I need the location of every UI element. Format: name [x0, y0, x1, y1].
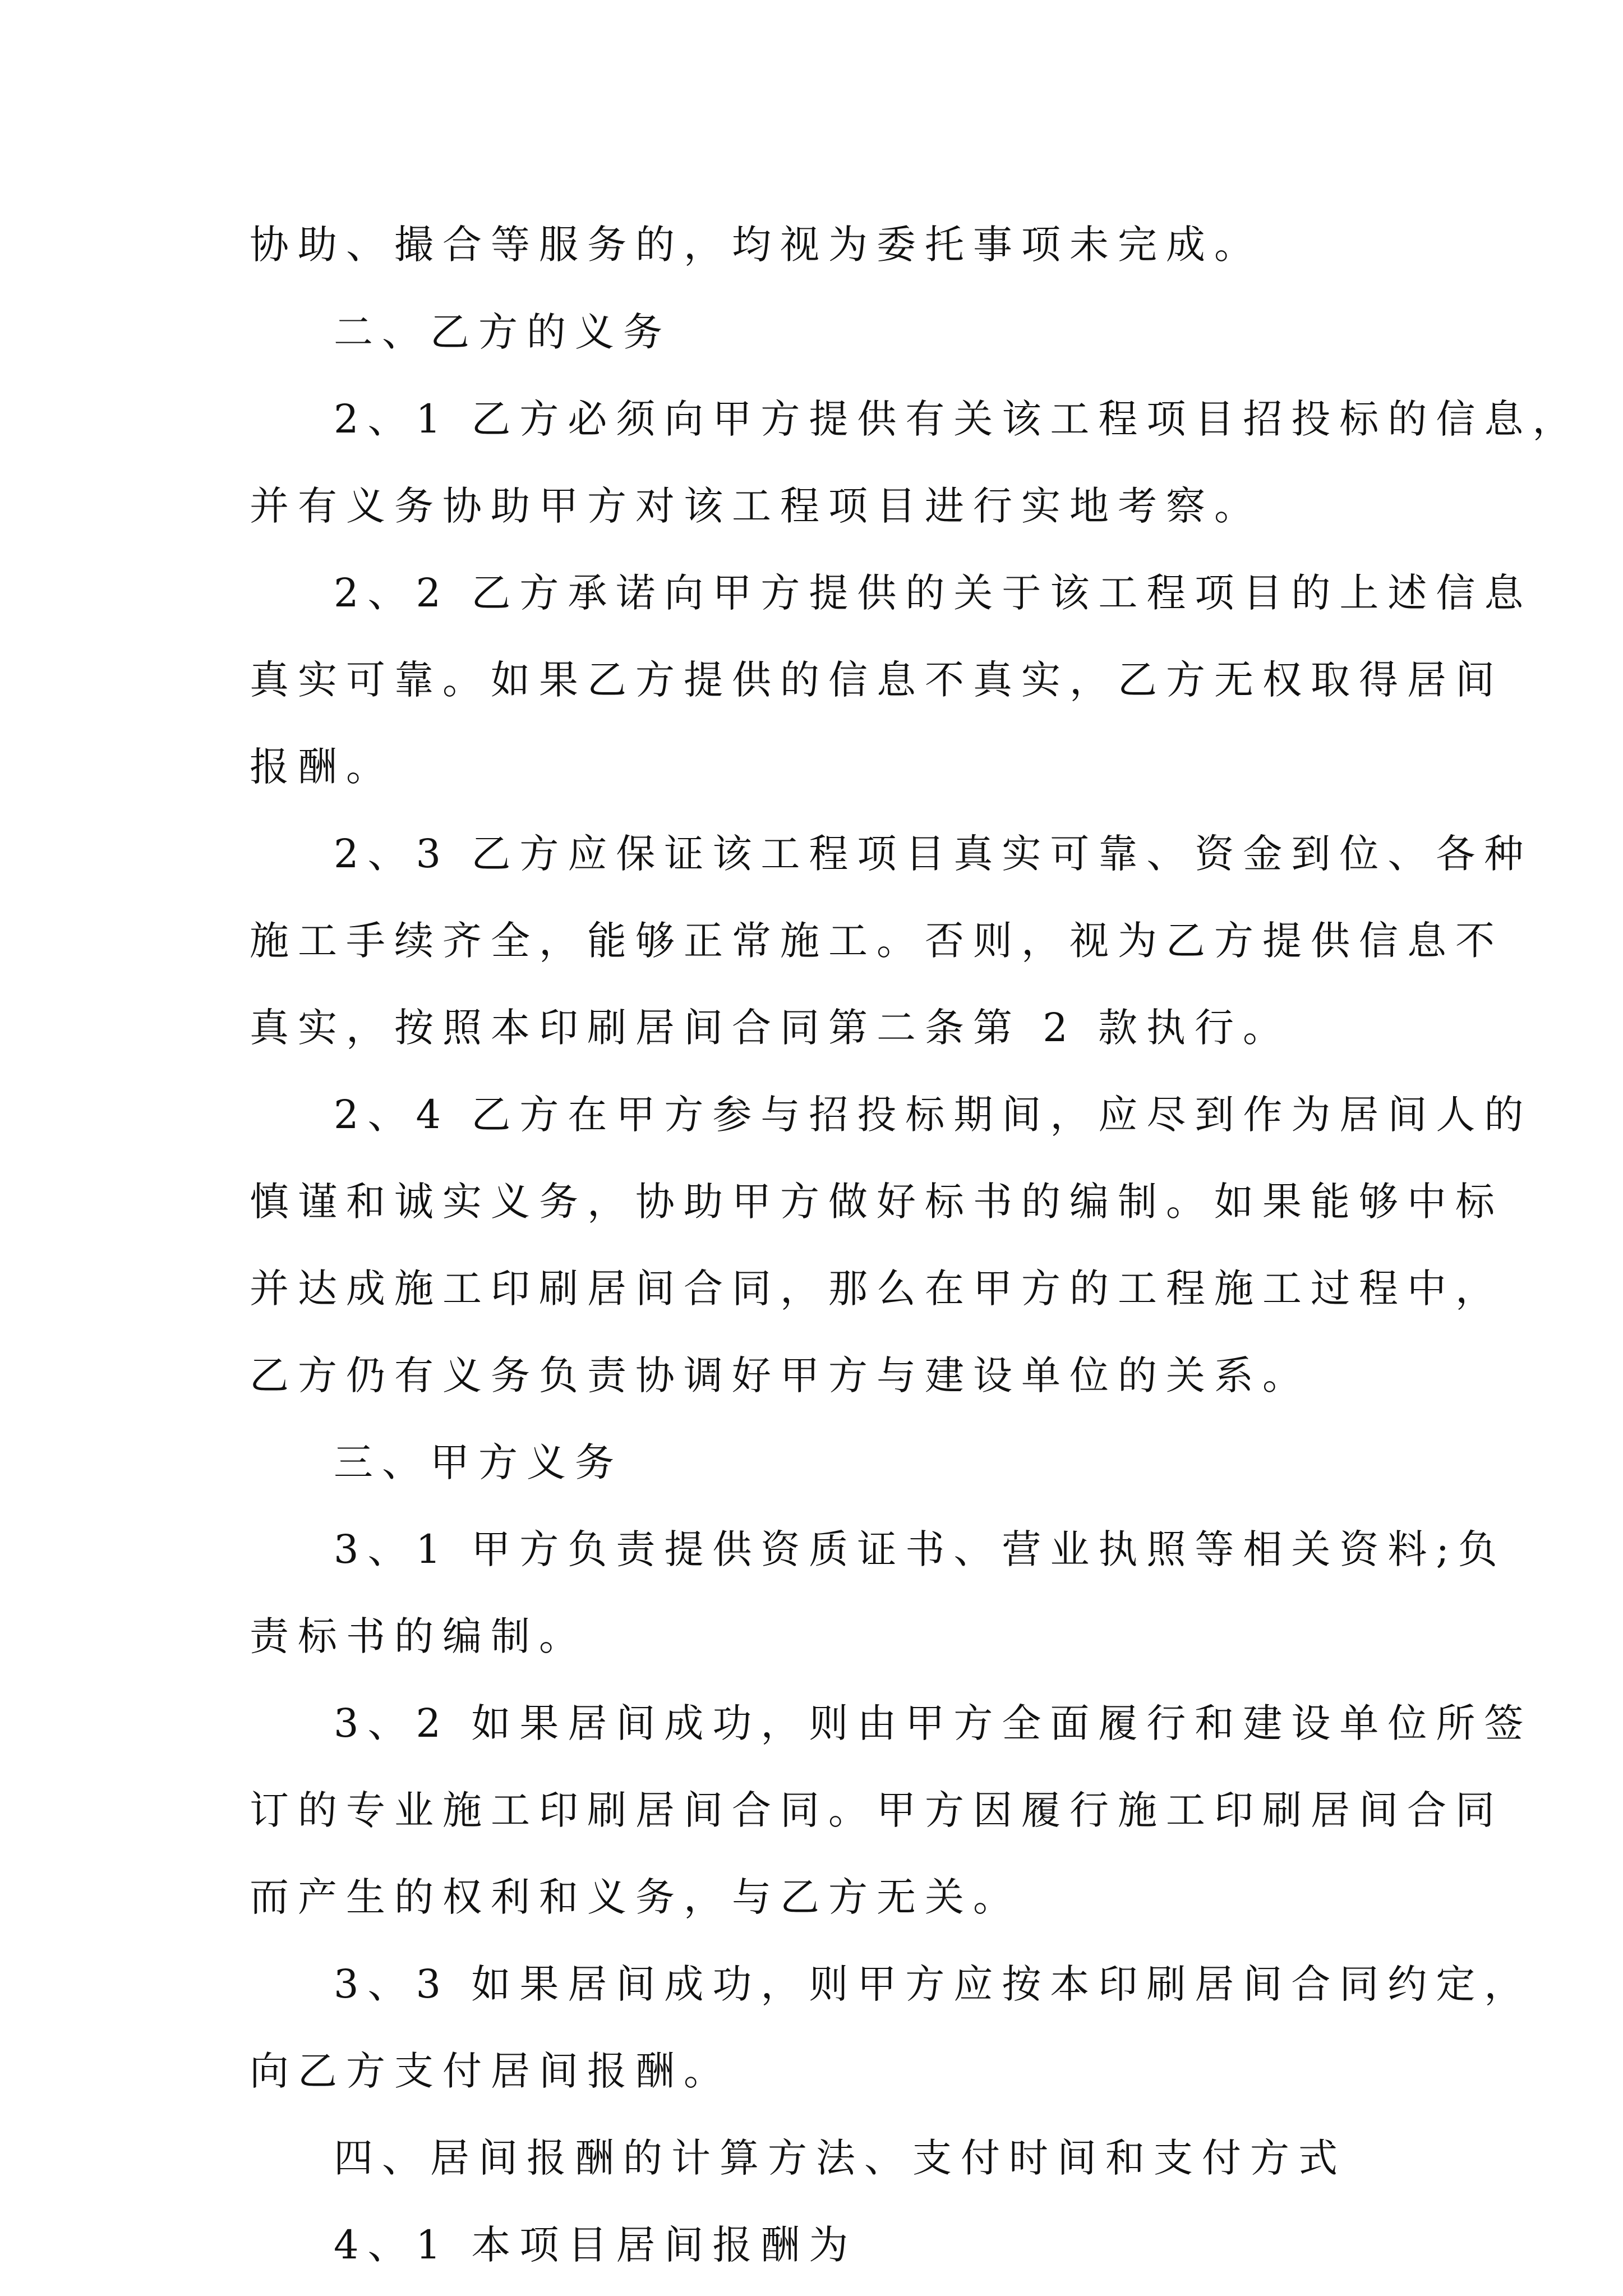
paragraph-line: 3、3 如果居间成功，则甲方应按本印刷居间合同约定，: [334, 1961, 1533, 2007]
paragraph-line: 3、1 甲方负责提供资质证书、营业执照等相关资料;负: [334, 1526, 1506, 1572]
paragraph-line: 而产生的权利和义务，与乙方无关。: [250, 1874, 1021, 1920]
paragraph-line: 真实可靠。如果乙方提供的信息不真实，乙方无权取得居间: [250, 657, 1504, 703]
paragraph-line: 协助、撮合等服务的，均视为委托事项未完成。: [250, 222, 1262, 268]
paragraph-line: 3、2 如果居间成功，则由甲方全面履行和建设单位所签: [334, 1700, 1533, 1746]
paragraph-line: 乙方仍有义务负责协调好甲方与建设单位的关系。: [250, 1352, 1311, 1398]
paragraph-line: 并有义务协助甲方对该工程项目进行实地考察。: [250, 483, 1262, 529]
paragraph-line: 报酬。: [250, 744, 394, 790]
paragraph-line: 真实，按照本印刷居间合同第二条第 2 款执行。: [250, 1005, 1292, 1051]
paragraph-line: 向乙方支付居间报酬。: [250, 2048, 732, 2094]
paragraph-line: 4、1 本项目居间报酬为: [334, 2222, 857, 2268]
paragraph-line: 责标书的编制。: [250, 1613, 587, 1659]
paragraph-line: 订的专业施工印刷居间合同。甲方因履行施工印刷居间合同: [250, 1787, 1504, 1833]
section-heading: 四、居间报酬的计算方法、支付时间和支付方式: [334, 2135, 1347, 2181]
paragraph-line: 2、4 乙方在甲方参与招投标期间，应尽到作为居间人的: [334, 1092, 1533, 1138]
section-heading: 三、甲方义务: [334, 1439, 623, 1485]
paragraph-line: 慎谨和诚实义务，协助甲方做好标书的编制。如果能够中标: [250, 1179, 1504, 1225]
section-heading: 二、乙方的义务: [334, 309, 671, 355]
paragraph-line: 2、3 乙方应保证该工程项目真实可靠、资金到位、各种: [334, 831, 1533, 877]
paragraph-line: 施工手续齐全，能够正常施工。否则，视为乙方提供信息不: [250, 918, 1504, 964]
paragraph-line: 2、2 乙方承诺向甲方提供的关于该工程项目的上述信息: [334, 570, 1533, 616]
paragraph-line: 2、1 乙方必须向甲方提供有关该工程项目招投标的信息，: [334, 396, 1581, 442]
paragraph-line: 并达成施工印刷居间合同，那么在甲方的工程施工过程中，: [250, 1266, 1504, 1312]
